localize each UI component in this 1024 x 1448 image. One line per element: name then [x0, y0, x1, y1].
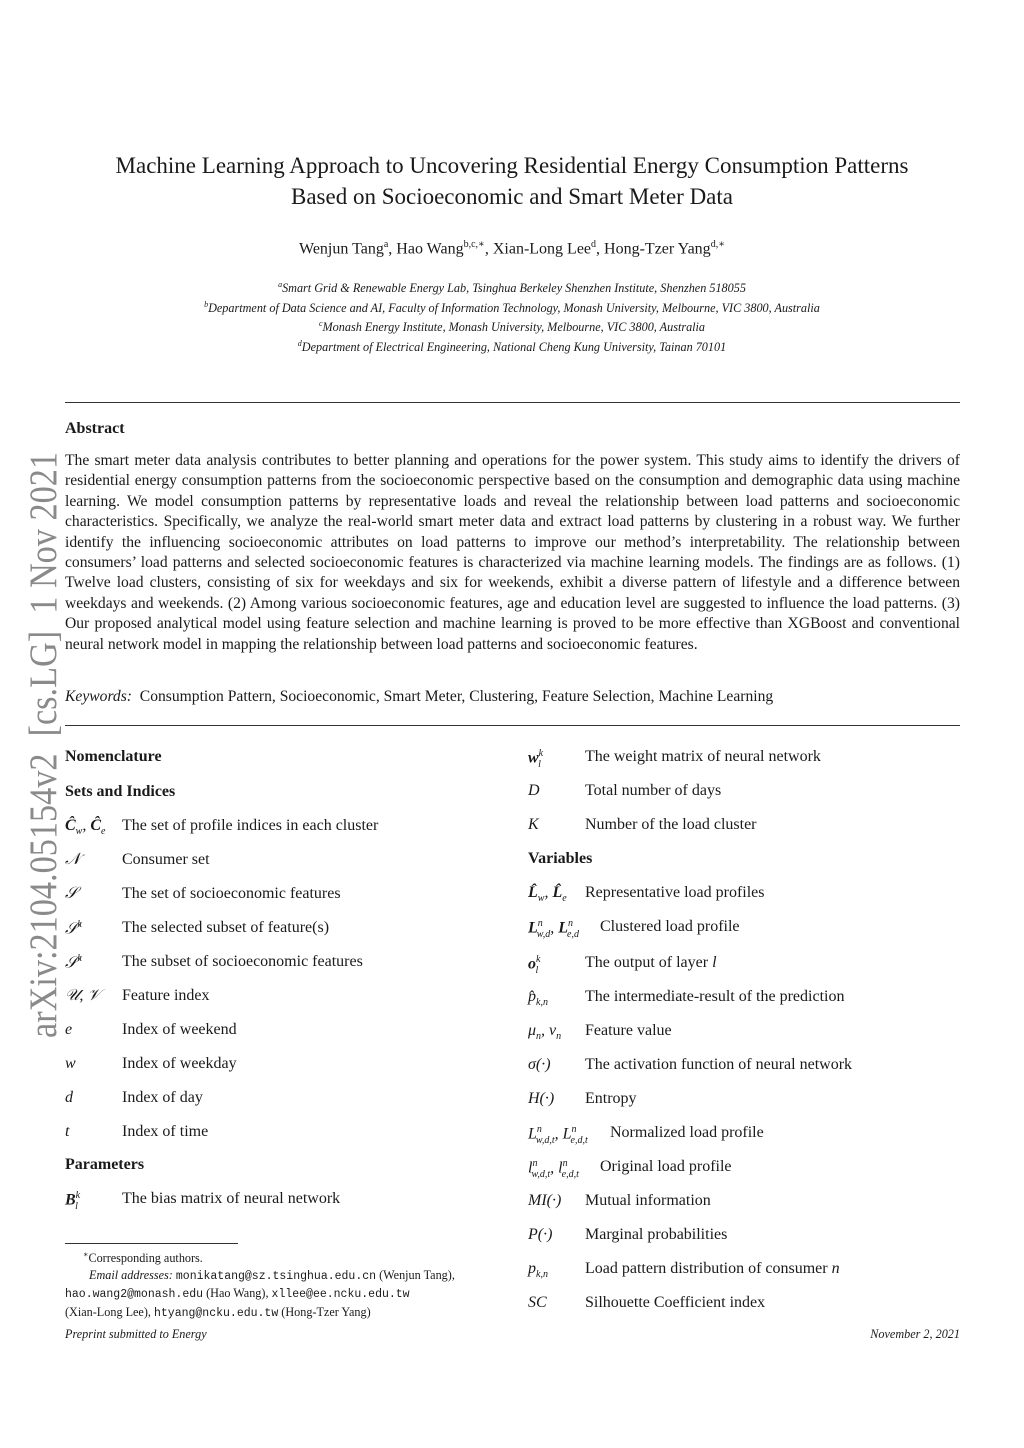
symbol: SC	[528, 1294, 547, 1311]
symbol: 𝒰, 𝒱	[65, 987, 101, 1004]
footnote	[65, 1247, 505, 1322]
parameters-heading: Parameters	[65, 1156, 145, 1173]
affiliation: $^a$Smart Grid & Renewable Energy Lab, Tsinghua Berkeley Shenzhen Institute, Shenzhen 518055	[278, 280, 746, 296]
nomenclature-heading: Nomenclature	[65, 748, 162, 765]
author-sup: d	[591, 239, 597, 250]
symbol-description: The activation function of neural network	[585, 1056, 853, 1073]
symbol-description: The intermediate-result of the prediction	[585, 988, 845, 1005]
symbol: 𝒮	[65, 885, 78, 902]
footnote-emails-line-2: hao.wang2@monash.edu (Hao Wang), xllee@ee.ncku.edu.tw	[65, 1286, 410, 1302]
symbol-description: Clustered load profile	[600, 918, 740, 935]
symbol: $o^k_l$	[528, 954, 541, 976]
footnote-rule	[65, 1243, 238, 1244]
title-line-1: Machine Learning Approach to Uncovering Residential Energy Consumption Patterns	[115, 153, 909, 178]
symbol: $w^k_l$	[528, 748, 544, 770]
arxiv-stamp	[4, 450, 74, 1040]
symbol: $L̂_w$, $L̂_e$	[528, 884, 567, 905]
symbol-description: Feature index	[122, 987, 210, 1004]
symbol: H(·)	[528, 1090, 555, 1107]
symbol-description: Total number of days	[585, 782, 722, 799]
symbol-description: The set of socioeconomic features	[122, 885, 341, 902]
keywords-label: Keywords:	[65, 688, 132, 705]
keywords-text: Consumption Pattern, Socioeconomic, Smart Meter, Clustering, Feature Selection, Machine Learning	[139, 688, 774, 705]
symbol-description: Index of day	[122, 1089, 203, 1106]
symbol: e	[65, 1021, 73, 1038]
keywords	[65, 688, 960, 706]
preprint-date: November 2, 2021	[870, 1327, 960, 1341]
symbol: 𝒮$^k$	[65, 953, 82, 972]
symbol: t	[65, 1123, 70, 1140]
author-name: Hong-Tzer Yang	[604, 240, 711, 258]
symbol-description: Number of the load cluster	[585, 816, 757, 833]
email-link[interactable]: monikatang@sz.tsinghua.edu.cn	[175, 1269, 377, 1283]
symbol: K	[528, 816, 539, 833]
affiliation: $^c$Monash Energy Institute, Monash University, Melbourne, VIC 3800, Australia	[318, 319, 706, 335]
abstract-heading: Abstract	[65, 420, 125, 437]
abstract-top-rule	[65, 402, 960, 403]
preprint-note: Preprint submitted to Energy	[65, 1327, 207, 1341]
email-link[interactable]: hao.wang2@monash.edu	[65, 1288, 204, 1302]
symbol: $l^n_{w,d,t}$, $l^n_{e,d,t}$	[528, 1158, 579, 1180]
symbol-description: Index of weekend	[122, 1021, 237, 1038]
symbol: P(·)	[528, 1226, 553, 1243]
affiliation-list	[0, 277, 1024, 355]
symbol-description: Entropy	[585, 1090, 637, 1107]
symbol-description: Feature value	[585, 1022, 672, 1039]
affiliation: $^b$Department of Data Science and AI, Faculty of Information Technology, Monash University, Melbourne, VIC 3800, Australia	[204, 299, 820, 315]
email-link[interactable]: htyang@ncku.edu.tw	[154, 1306, 279, 1320]
symbol-description: Representative load profiles	[585, 884, 765, 901]
footnote-emails-line-1: Email addresses: monikatang@sz.tsinghua.edu.cn (Wenjun Tang),	[89, 1267, 455, 1283]
symbol-description: Consumer set	[122, 851, 210, 868]
symbol-description: Original load profile	[600, 1158, 732, 1175]
symbol: σ(·)	[528, 1056, 551, 1073]
symbol: $L^n_{w,d}$, $L^n_{e,d}$	[528, 918, 579, 940]
symbol-description: The bias matrix of neural network	[122, 1190, 341, 1207]
symbol-description: Normalized load profile	[610, 1124, 764, 1141]
variables-heading: Variables	[528, 850, 593, 867]
author-sup: b,c,∗	[463, 239, 485, 250]
symbol: $p_{k,n}$	[528, 1260, 548, 1281]
author-sup: d,∗	[710, 239, 725, 250]
abstract-body: The smart meter data analysis contributes to better planning and operations for the power system. This study aims to identify the drivers of residential energy consumption patterns from the socioeconomic perspective based on the consumption and demographic data using machine learning. We model consumption patterns by representative loads and reveal the relationship between load patterns and socioeconomic characteristics. Specifically, we analyze the real-world smart meter data and extract load patterns by clustering in a robust way. We further identify the influencing socioeconomic attributes on load patterns to improve our method’s interpretability. The relationship between consumers’ load patterns and selected socioeconomic features is characterized via machine learning models. The findings are as follows. (1) Twelve load clusters, consisting of six for weekdays and six for weekends, exhibit a diverse pattern of lifestyle and a difference between weekdays and weekends. (2) Among various socioeconomic features, age and education level are suggested to influence the load patterns. (3) Our proposed analytical model using feature selection and machine learning is proved to be more effective than XGBoost and conventional neural network model in mapping the relationship between load patterns and socioeconomic features.	[65, 452, 960, 653]
symbol-description: Load pattern distribution of consumer n	[585, 1260, 840, 1277]
symbol: MI(·)	[528, 1192, 562, 1209]
author-list: Wenjun Tang$^a$, Hao Wang$^{b,c,∗}$, Xian-Long Lee$^d$, Hong-Tzer Yang$^{d,∗}$	[299, 239, 725, 258]
symbol-description: Mutual information	[585, 1192, 711, 1209]
symbol: w	[65, 1055, 76, 1072]
paper-title	[0, 150, 1024, 212]
affiliation: $^d$Department of Electrical Engineering, National Cheng Kung University, Tainan 70101	[297, 338, 727, 354]
symbol: $L^n_{w,d,t}$, $L^n_{e,d,t}$	[528, 1124, 588, 1146]
symbol: D	[528, 782, 540, 799]
author-sup: a	[383, 239, 389, 250]
symbol-description: The weight matrix of neural network	[585, 748, 821, 765]
abstract-bottom-rule	[65, 725, 960, 726]
author-name: Xian-Long Lee	[492, 240, 592, 258]
symbol-description: Silhouette Coefficient index	[585, 1294, 766, 1311]
symbol-description: The set of profile indices in each cluster	[122, 817, 379, 834]
sets-heading: Sets and Indices	[65, 783, 176, 800]
symbol: $\mu_n$, $\nu_n$	[528, 1022, 562, 1043]
author-name: Wenjun Tang	[299, 240, 384, 258]
symbol-description: The output of layer l	[585, 954, 717, 971]
symbol-description: The subset of socioeconomic features	[122, 953, 363, 970]
arxiv-stamp-text: arXiv:2104.05154v2 [cs.LG] 1 Nov 2021	[22, 450, 65, 1038]
symbol-description: Index of weekday	[122, 1055, 237, 1072]
symbol: 𝒮$^k$	[65, 919, 82, 938]
symbol-description: The selected subset of feature(s)	[122, 919, 330, 936]
symbol: 𝒩	[65, 851, 81, 868]
symbol: $B^k_l$	[65, 1190, 81, 1212]
symbol: d	[65, 1089, 73, 1106]
footnote-emails-line-3: (Xian-Long Lee), htyang@ncku.edu.tw (Hong-Tzer Yang)	[65, 1304, 371, 1320]
symbol-description: Index of time	[122, 1123, 209, 1140]
symbol-description: Marginal probabilities	[585, 1226, 728, 1243]
email-link[interactable]: xllee@ee.ncku.edu.tw	[271, 1288, 410, 1302]
author-name: Hao Wang	[396, 240, 464, 258]
title-line-2: Based on Socioeconomic and Smart Meter Data	[291, 184, 733, 209]
footnote-corresponding: ∗Corresponding authors.	[83, 1250, 203, 1266]
symbol: $Ĉ_w$, $Ĉ_e$	[65, 817, 106, 838]
symbol: $p̂_{k,n}$	[528, 988, 548, 1009]
